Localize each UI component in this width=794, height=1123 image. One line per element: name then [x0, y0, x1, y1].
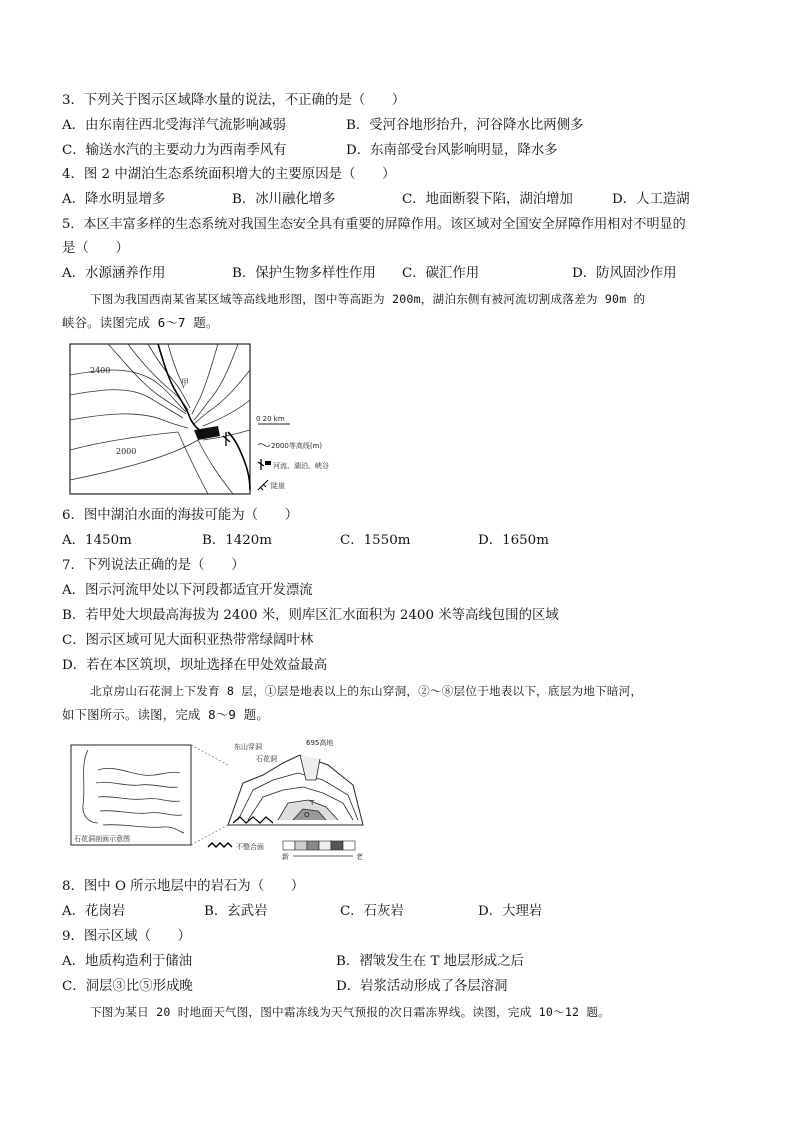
- label-shihua-cave: 石花洞: [256, 755, 277, 763]
- intro-8-9-line1: 北京房山石花洞上下发育 8 层，①层是地表以上的东山穿洞，②～⑧层位于地表以下，底层为地下暗河，: [90, 684, 643, 698]
- q7-option-c[interactable]: C．图示区域可见大面积亚热带常绿阔叶林: [62, 633, 314, 648]
- q6-option-d[interactable]: D．1650m: [478, 533, 549, 548]
- cave-section-svg: [68, 735, 368, 865]
- q7-option-d[interactable]: D．若在本区筑坝，坝址选择在甲处效益最高: [62, 658, 328, 673]
- contour-map-svg: [68, 340, 358, 498]
- intro-6-7-line1: 下图为我国西南某省某区域等高线地形图，图中等高距为 200m，湖泊东侧有被河流切割成落差为 90m 的: [90, 292, 646, 306]
- legend-river-text: 河流、湖泊、峡谷: [273, 462, 329, 470]
- contour-label-2000: 2000: [116, 447, 137, 456]
- q9-option-c[interactable]: C．洞层③比⑤形成晚: [62, 979, 193, 994]
- legend-unconformity-icon: [208, 843, 232, 847]
- q7-option-a[interactable]: A．图示河流甲处以下河段都适宜开发漂流: [62, 583, 313, 598]
- q7-stem: 7．下列说法正确的是（ ）: [62, 558, 245, 573]
- q4-option-d[interactable]: D．人工造湖: [612, 192, 690, 207]
- q3-option-a[interactable]: A．由东南往西北受海洋气流影响减弱: [62, 118, 286, 133]
- q5-option-a[interactable]: A．水源涵养作用: [62, 266, 166, 281]
- cave-inset-title: 石花洞剖面示意图: [74, 835, 130, 843]
- q5-stem-line1: 5．本区丰富多样的生态系统对我国生态安全具有重要的屏障作用。该区域对全国安全屏障作用相对不明显的: [62, 217, 686, 232]
- legend-cliff-text: 陡崖: [271, 482, 285, 490]
- strata-section: [228, 755, 363, 825]
- cave-section-figure: [68, 735, 368, 865]
- q9-option-b[interactable]: B．褶皱发生在 T 地层形成之后: [336, 954, 524, 969]
- legend-contour-icon: [258, 444, 270, 447]
- legend-new-label: 新: [282, 853, 289, 861]
- legend-contour-text: 2000等高线(m): [271, 442, 323, 450]
- contour-label-2400: 2400: [90, 366, 111, 375]
- legend-old-label: 老: [356, 853, 363, 861]
- intro-8-9-line2: 如下图所示。读图，完成 8～9 题。: [62, 707, 269, 722]
- q5-stem-line2: 是（ ）: [62, 241, 129, 256]
- q6-option-c[interactable]: C．1550m: [340, 533, 411, 548]
- legend-unconformity-text: 不整合面: [236, 843, 264, 851]
- label-stratum-o: O: [304, 811, 310, 819]
- intro-6-7-line2: 峡谷。读图完成 6～7 题。: [62, 315, 219, 330]
- q8-option-a[interactable]: A．花岗岩: [62, 904, 126, 919]
- q3-option-d[interactable]: D．东南部受台风影响明显，降水多: [346, 143, 558, 158]
- label-dongshan-cave: 东山穿洞: [234, 743, 262, 751]
- q8-option-c[interactable]: C．石灰岩: [340, 904, 404, 919]
- legend-river-icon: [258, 459, 264, 470]
- q9-stem: 9．图示区域（ ）: [62, 929, 192, 944]
- legend-cliff-icon: [258, 480, 268, 490]
- q8-stem: 8．图中 O 所示地层中的岩石为（ ）: [62, 879, 305, 894]
- q9-option-a[interactable]: A．地质构造利于储油: [62, 954, 193, 969]
- q8-option-d[interactable]: D．大理岩: [478, 904, 543, 919]
- q4-option-b[interactable]: B．冰川融化增多: [232, 192, 336, 207]
- label-695-highland: 695高地: [306, 739, 334, 747]
- q6-option-a[interactable]: A．1450m: [62, 533, 132, 548]
- q4-option-a[interactable]: A．降水明显增多: [62, 192, 166, 207]
- q5-option-c[interactable]: C．碳汇作用: [402, 266, 480, 281]
- inset-connector: [191, 745, 228, 845]
- q4-option-c[interactable]: C．地面断裂下陷，湖泊增加: [402, 192, 573, 207]
- contour-map-figure: [68, 340, 358, 498]
- q5-option-d[interactable]: D．防风固沙作用: [572, 266, 677, 281]
- q4-stem: 4．图 2 中湖泊生态系统面积增大的主要原因是（ ）: [62, 167, 396, 182]
- scale-label: 0 20 km: [256, 415, 285, 423]
- legend-strata-boxes: [283, 841, 355, 850]
- q3-option-b[interactable]: B．受河谷地形抬升，河谷降水比两侧多: [346, 118, 584, 133]
- q7-option-b[interactable]: B．若甲处大坝最高海拔为 2400 米，则库区汇水面积为 2400 米等高线包围的区域: [62, 608, 559, 623]
- label-stratum-t: T: [310, 799, 315, 807]
- q5-option-b[interactable]: B．保护生物多样性作用: [232, 266, 376, 281]
- place-label-jia: 甲: [181, 378, 189, 387]
- q3-stem: 3．下列关于图示区域降水量的说法，不正确的是（ ）: [62, 93, 406, 108]
- q6-stem: 6．图中湖泊水面的海拔可能为（ ）: [62, 508, 299, 523]
- q3-option-c[interactable]: C．输送水汽的主要动力为西南季风有: [62, 143, 287, 158]
- q6-option-b[interactable]: B．1420m: [202, 533, 273, 548]
- legend-lake-icon: [265, 461, 271, 465]
- q8-option-b[interactable]: B．玄武岩: [204, 904, 268, 919]
- q9-option-d[interactable]: D．岩浆活动形成了各层溶洞: [336, 979, 508, 994]
- intro-10-12-line1: 下图为某日 20 时地面天气图，图中霜冻线为天气预报的次日霜冻界线。读图，完成 10～12 题。: [90, 1005, 610, 1019]
- cave-inset-frame: [71, 745, 191, 845]
